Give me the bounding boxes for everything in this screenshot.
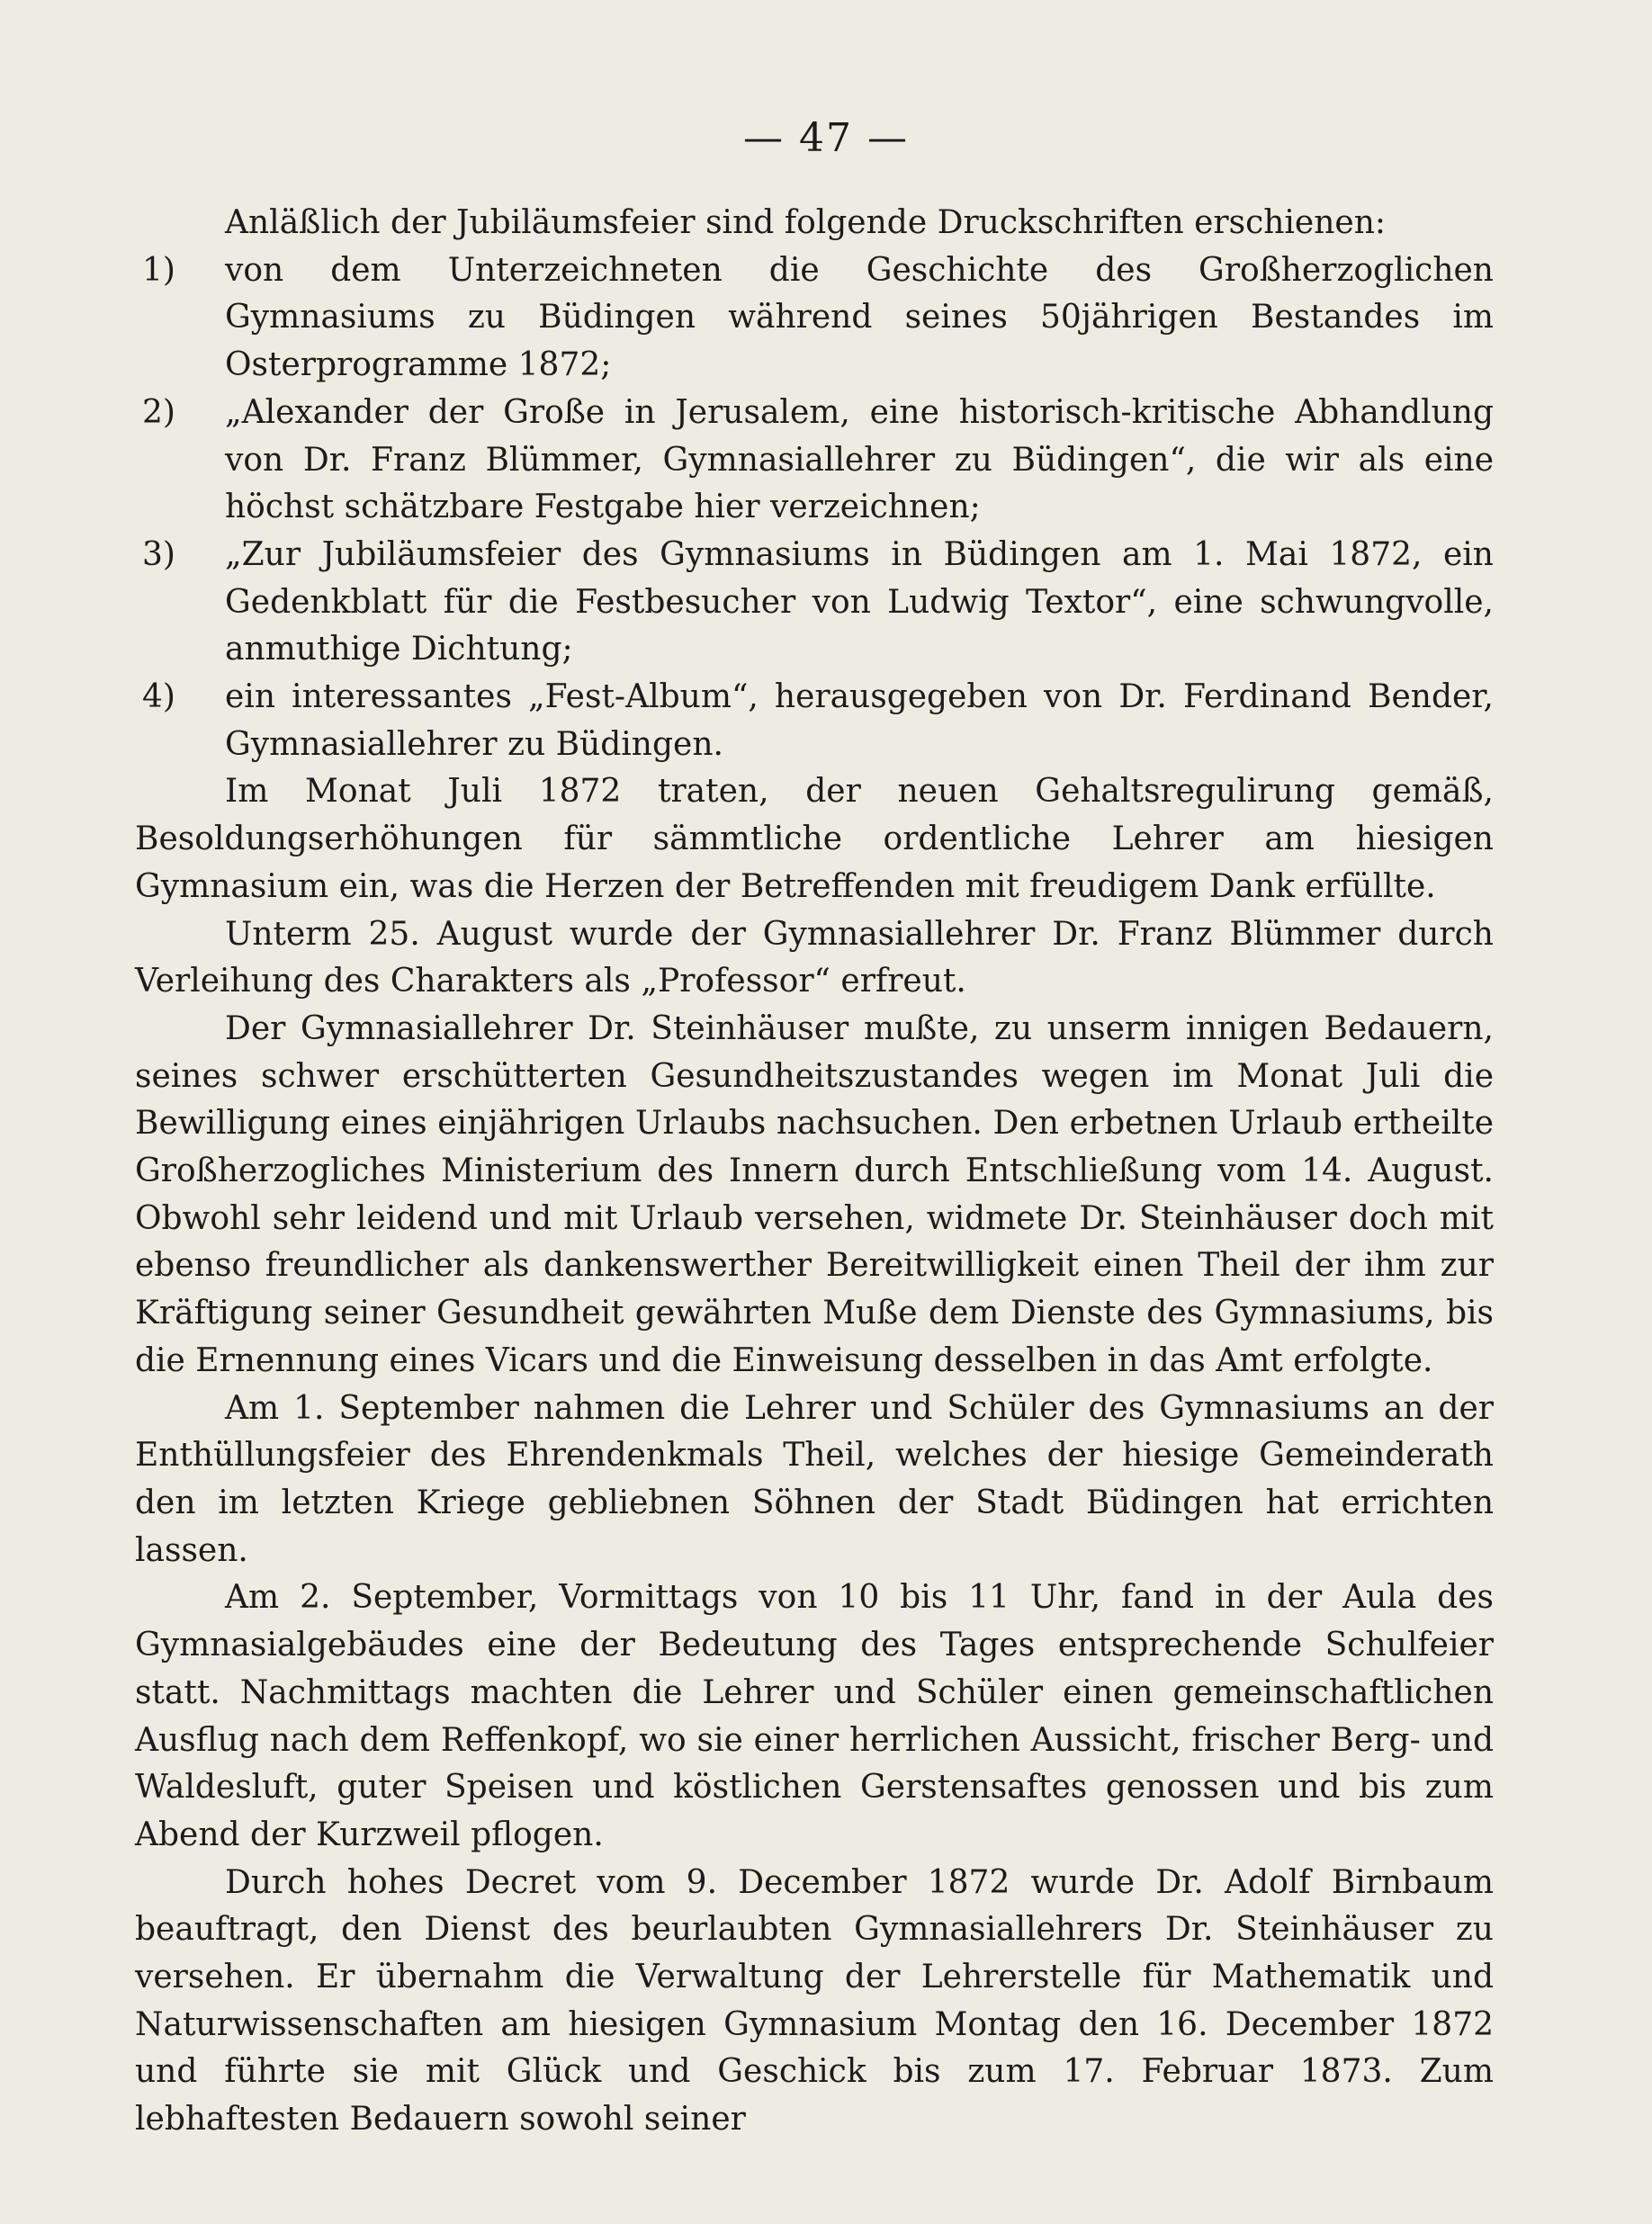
paragraph-salary: Im Monat Juli 1872 traten, der neuen Gehaltsregulirung gemäß, Besoldungserhöhungen für sämmtliche ordentliche Lehrer am hiesigen Gymnasium ein, was die Herzen der Betreffenden mit freudigem Dank erfüllte. xyxy=(135,773,1494,905)
paragraph-leave: Der Gymnasiallehrer Dr. Steinhäuser mußte, zu unserm innigen Bedauern, seines schwer erschütterten Gesundheitszustandes wegen im Monat Juli die Bewilligung eines einjährigen Urlaubs nachsuchen. Den erbetnen Urlaub ertheilte Großherzogliches Ministerium des Innern durch Entschließung vom 14. August. Obwohl sehr leidend und mit Urlaub versehen, widmete Dr. Steinhäuser doch mit ebenso freundlicher als dankenswerther Bereitwilligkeit einen Theil der ihm zur Kräftigung seiner Gesundheit gewährten Muße dem Dienste des Gymnasiums, bis die Ernennung eines Vicars und die Einweisung desselben in das Amt erfolgte. xyxy=(135,1009,1494,1379)
list-text: ein interessantes „Fest-Album“, herausgegeben von Dr. Ferdinand Bender, Gymnasiallehrer zu Büdingen. xyxy=(225,678,1494,763)
list-number: 3) xyxy=(142,535,175,573)
list-text: von dem Unterzeichneten die Geschichte des Großherzoglichen Gymnasiums zu Büdingen während seines 50jährigen Bestandes im Osterprogramme 1872; xyxy=(225,251,1494,384)
list-item xyxy=(135,247,1494,390)
paragraph-school-feast: Am 2. September, Vormittags von 10 bis 11 Uhr, fand in der Aula des Gymnasialgebäudes eine der Bedeutung des Tages entsprechende Schulfeier statt. Nachmittags machten die Lehrer und Schüler einen gemeinschaftlichen Ausflug nach dem Reffenkopf, wo sie einer herrlichen Aussicht, frischer Berg- und Waldesluft, guter Speisen und köstlichen Gerstensaftes genossen und bis zum Abend der Kurzweil pflogen. xyxy=(135,1579,1494,1853)
paragraph-professor: Unterm 25. August wurde der Gymnasiallehrer Dr. Franz Blümmer durch Verleihung des Charakters als „Professor“ erfreut. xyxy=(135,915,1494,1000)
list-item xyxy=(135,390,1494,532)
list-item xyxy=(135,674,1494,768)
list-number: 2) xyxy=(142,393,175,431)
list-text: „Zur Jubiläumsfeier des Gymnasiums in Büdingen am 1. Mai 1872, ein Gedenkblatt für die Festbesucher von Ludwig Textor“, eine schwungvolle, anmuthige Dichtung; xyxy=(225,535,1494,668)
paragraph-memorial: Am 1. September nahmen die Lehrer und Schüler des Gymnasiums an der Enthüllungsfeier des Ehrendenkmals Theil, welches der hiesige Gemeinderath den im letzten Kriege gebliebnen Söhnen der Stadt Büdingen hat errichten lassen. xyxy=(135,1389,1494,1569)
intro-line: Anläßlich der Jubiläumsfeier sind folgende Druckschriften erschienen: xyxy=(225,204,1387,241)
list-number: 4) xyxy=(142,678,175,716)
page-number: — 47 — xyxy=(743,115,909,161)
body-text xyxy=(135,200,1494,2144)
list-number: 1) xyxy=(142,251,175,289)
list-text: „Alexander der Große in Jerusalem, eine historisch-kritische Abhandlung von Dr. Franz Blümmer, Gymnasiallehrer zu Büdingen“, die wir als eine höchst schätzbare Festgabe hier verzeichnen; xyxy=(225,393,1494,526)
list-item xyxy=(135,532,1494,674)
paragraph-decree: Durch hohes Decret vom 9. December 1872 wurde Dr. Adolf Birnbaum beauftragt, den Dienst des beurlaubten Gymnasiallehrers Dr. Steinhäuser zu versehen. Er übernahm die Verwaltung der Lehrerstelle für Mathematik und Naturwissenschaften am hiesigen Gymnasium Montag den 16. December 1872 und führte sie mit Glück und Geschick bis zum 17. Februar 1873. Zum lebhaftesten Bedauern sowohl seiner xyxy=(135,1863,1494,2139)
